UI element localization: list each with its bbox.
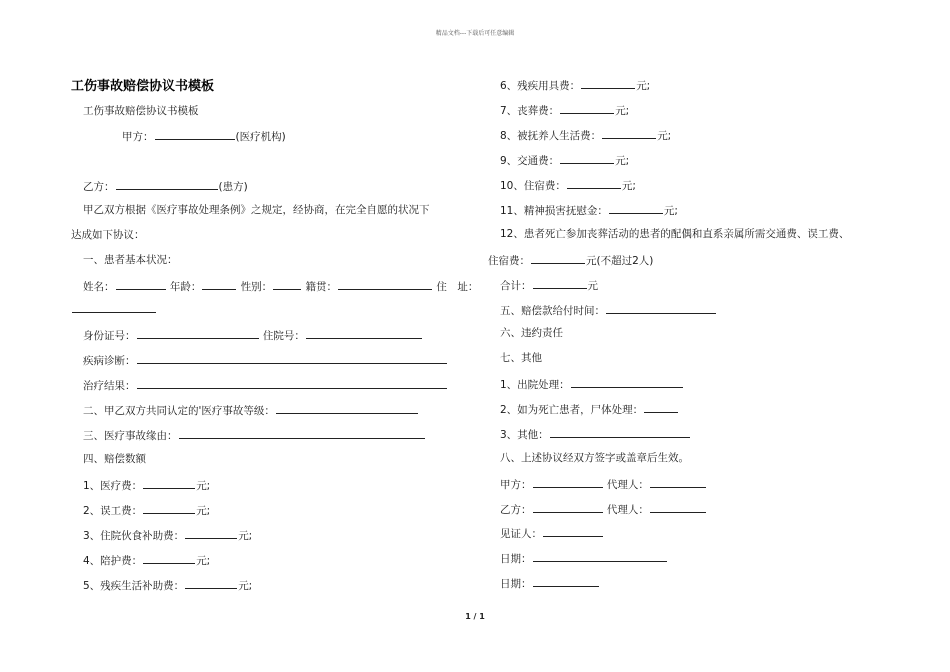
item-2: 2、误工费： 元; — [83, 502, 210, 518]
item-12-line-2: 住宿费： 元(不超过2人) — [488, 252, 653, 268]
other-2-line: 2、如为死亡患者，尸体处理： — [500, 401, 679, 417]
witness-line: 见证人： — [500, 525, 604, 541]
sign-a-line: 甲方： 代理人： — [500, 476, 707, 492]
party-b-line: 乙方： (患方) — [83, 178, 248, 194]
item-9: 9、交通费： 元; — [500, 152, 629, 168]
header-note: 精品文档---下载后可任意编辑 — [435, 30, 515, 37]
party-a-blank — [155, 128, 235, 140]
page-number: 1 / 1 — [465, 612, 485, 621]
section-6-heading: 六、违约责任 — [500, 327, 563, 339]
date-line-2: 日期： — [500, 575, 600, 591]
address-blank-line — [71, 301, 157, 317]
date-line-1: 日期： — [500, 550, 668, 566]
intro-line-1: 甲乙双方根据《医疗事故处理条例》之规定，经协商，在完全自愿的状况下 — [83, 204, 430, 216]
section-3-line: 三、医疗事故缘由： — [83, 427, 426, 443]
sign-b-line: 乙方： 代理人： — [500, 501, 707, 517]
item-8: 8、被抚养人生活费： 元; — [500, 127, 671, 143]
other-1-line: 1、出院处理： — [500, 376, 684, 392]
subtitle: 工伤事故赔偿协议书模板 — [83, 105, 199, 117]
item-10: 10、住宿费： 元; — [500, 177, 636, 193]
section-2-line: 二、甲乙双方共同认定的'医疗事故等级： — [83, 402, 419, 418]
item-1: 1、医疗费： 元; — [83, 477, 210, 493]
section-8-heading: 八、上述协议经双方签字或盖章后生效。 — [500, 452, 689, 464]
party-a-line: 甲方： (医疗机构) — [122, 128, 286, 144]
total-line: 合计： 元 — [500, 277, 598, 293]
patient-basic-line: 姓名： 年龄： 性别： 籍贯： 住 址： — [83, 278, 478, 294]
id-line: 身份证号： 住院号： — [83, 327, 423, 343]
section-5-line: 五、赔偿款给付时间： — [500, 302, 717, 318]
section-7-heading: 七、其他 — [500, 352, 542, 364]
item-11: 11、精神损害抚慰金： 元; — [500, 202, 678, 218]
item-12-line-1: 12、患者死亡参加丧葬活动的患者的配偶和直系亲属所需交通费、误工费、 — [500, 228, 850, 240]
item-6: 6、残疾用具费： 元; — [500, 77, 650, 93]
item-3: 3、住院伙食补助费： 元; — [83, 527, 252, 543]
diagnosis-line: 疾病诊断： — [83, 352, 448, 368]
other-3-line: 3、其他： — [500, 426, 691, 442]
section-1-heading: 一、患者基本状况： — [83, 254, 178, 266]
intro-line-2: 达成如下协议： — [71, 229, 145, 241]
item-5: 5、残疾生活补助费： 元; — [83, 577, 252, 593]
document-title: 工伤事故赔偿协议书模板 — [71, 79, 215, 94]
item-7: 7、丧葬费： 元; — [500, 102, 629, 118]
item-4: 4、陪护费： 元; — [83, 552, 210, 568]
party-b-blank — [116, 178, 218, 190]
result-line: 治疗结果： — [83, 377, 448, 393]
section-4-heading: 四、赔偿数额 — [83, 453, 146, 465]
